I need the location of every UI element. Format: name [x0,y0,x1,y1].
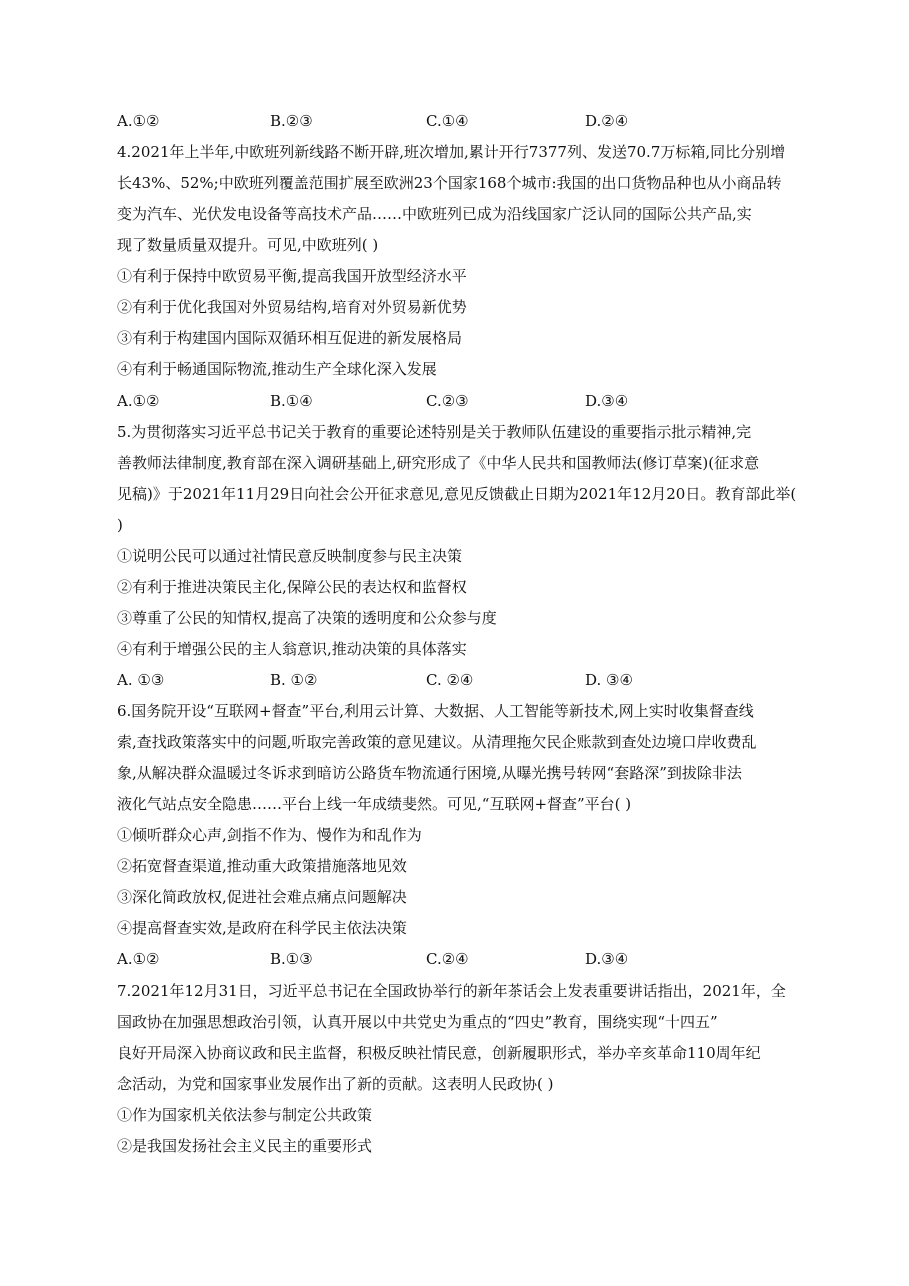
q6-option-b: B.①③ [270,950,313,968]
q7-stem-line: 良好开局深入协商议政和民主监督，积极反映社情民意，创新履职形式，举办辛亥革命110周年纪 [117,1044,761,1062]
q6-option-c: C.②④ [426,950,469,968]
q4-stem-line: 4.2021年上半年,中欧班列新线路不断开辟,班次增加,累计开行7377列、发送70.7万标箱,同比分别增 [117,143,786,161]
q4-option-a: A.①② [117,392,160,410]
q6-option-a: A.①② [117,950,160,968]
q3-options [117,111,807,131]
q5-option-b: B. ①② [270,671,318,689]
q6-stem-line: 液化气站点安全隐患……平台上线一年成绩斐然。可见,“互联网+督查”平台( ) [117,795,632,813]
q6-options [117,949,807,969]
q7-stem-line: 7.2021年12月31日，习近平总书记在全国政协举行的新年茶话会上发表重要讲话指出，2021年，全 [117,982,786,1000]
q4-option-d: D.③④ [585,392,629,410]
q6-stem-line: 索,查找政策落实中的问题,听取完善政策的意见建议。从清理拖欠民企账款到查处边境口岸收费乱 [117,733,757,751]
q4-stem-line: 现了数量质量双提升。可见,中欧班列( ) [117,236,379,254]
q4-option-c: C.②③ [426,392,469,410]
q7-stem-line: 念活动，为党和国家事业发展作出了新的贡献。这表明人民政协( ) [117,1075,554,1093]
q4-statement-2: ②有利于优化我国对外贸易结构,培育对外贸易新优势 [117,298,467,316]
q5-options [117,670,807,690]
q4-option-b: B.①④ [270,392,313,410]
q5-option-c: C. ②④ [426,671,474,689]
q7-statement-2: ②是我国发扬社会主义民主的重要形式 [117,1137,373,1155]
q4-statement-1: ①有利于保持中欧贸易平衡,提高我国开放型经济水平 [117,267,467,285]
q4-options [117,391,807,411]
q3-option-b: B.②③ [270,112,313,130]
q5-option-d: D. ③④ [585,671,633,689]
q5-stem-line: ) [117,516,123,534]
q6-stem-line: 6.国务院开设“互联网+督查”平台,利用云计算、大数据、人工智能等新技术,网上实时收集督查线 [117,702,754,720]
q5-stem-line: 5.为贯彻落实习近平总书记关于教育的重要论述特别是关于教师队伍建设的重要指示批示精神,完 [117,423,752,441]
q7-statement-1: ①作为国家机关依法参与制定公共政策 [117,1106,373,1124]
q5-stem-line: 见稿)》于2021年11月29日向社会公开征求意见,意见反馈截止日期为2021年12月20日。教育部此举( [117,485,797,503]
q3-option-c: C.①④ [426,112,469,130]
q6-option-d: D.③④ [585,950,629,968]
q4-statement-4: ④有利于畅通国际物流,推动生产全球化深入发展 [117,360,437,378]
q5-statement-3: ③尊重了公民的知情权,提高了决策的透明度和公众参与度 [117,609,497,627]
q5-option-a: A. ①③ [117,671,165,689]
q5-stem-line: 善教师法律制度,教育部在深入调研基础上,研究形成了《中华人民共和国教师法(修订草案)(征求意 [117,454,760,472]
q3-option-d: D.②④ [585,112,629,130]
q5-statement-4: ④有利于增强公民的主人翁意识,推动决策的具体落实 [117,640,467,658]
q4-statement-3: ③有利于构建国内国际双循环相互促进的新发展格局 [117,329,463,347]
q4-stem-line: 变为汽车、光伏发电设备等高技术产品……中欧班列已成为沿线国家广泛认同的国际公共产品,实 [117,205,752,223]
q3-option-a: A.①② [117,112,160,130]
q6-statement-3: ③深化简政放权,促进社会难点痛点问题解决 [117,888,407,906]
q5-statement-1: ①说明公民可以通过社情民意反映制度参与民主决策 [117,547,463,565]
q6-statement-2: ②拓宽督查渠道,推动重大政策措施落地见效 [117,857,407,875]
q6-statement-4: ④提高督查实效,是政府在科学民主依法决策 [117,919,407,937]
q6-stem-line: 象,从解决群众温暖过冬诉求到暗访公路货车物流通行困境,从曝光携号转网“套路深”到拔除非法 [117,764,742,782]
q4-stem-line: 长43%、52%;中欧班列覆盖范围扩展至欧洲23个国家168个城市:我国的出口货物品种也从小商品转 [117,174,782,192]
q6-statement-1: ①倾听群众心声,剑指不作为、慢作为和乱作为 [117,826,422,844]
q5-statement-2: ②有利于推进决策民主化,保障公民的表达权和监督权 [117,578,467,596]
q7-stem-line: 国政协在加强思想政治引领，认真开展以中共党史为重点的“四史”教育，围绕实现“十四五” [117,1013,718,1031]
